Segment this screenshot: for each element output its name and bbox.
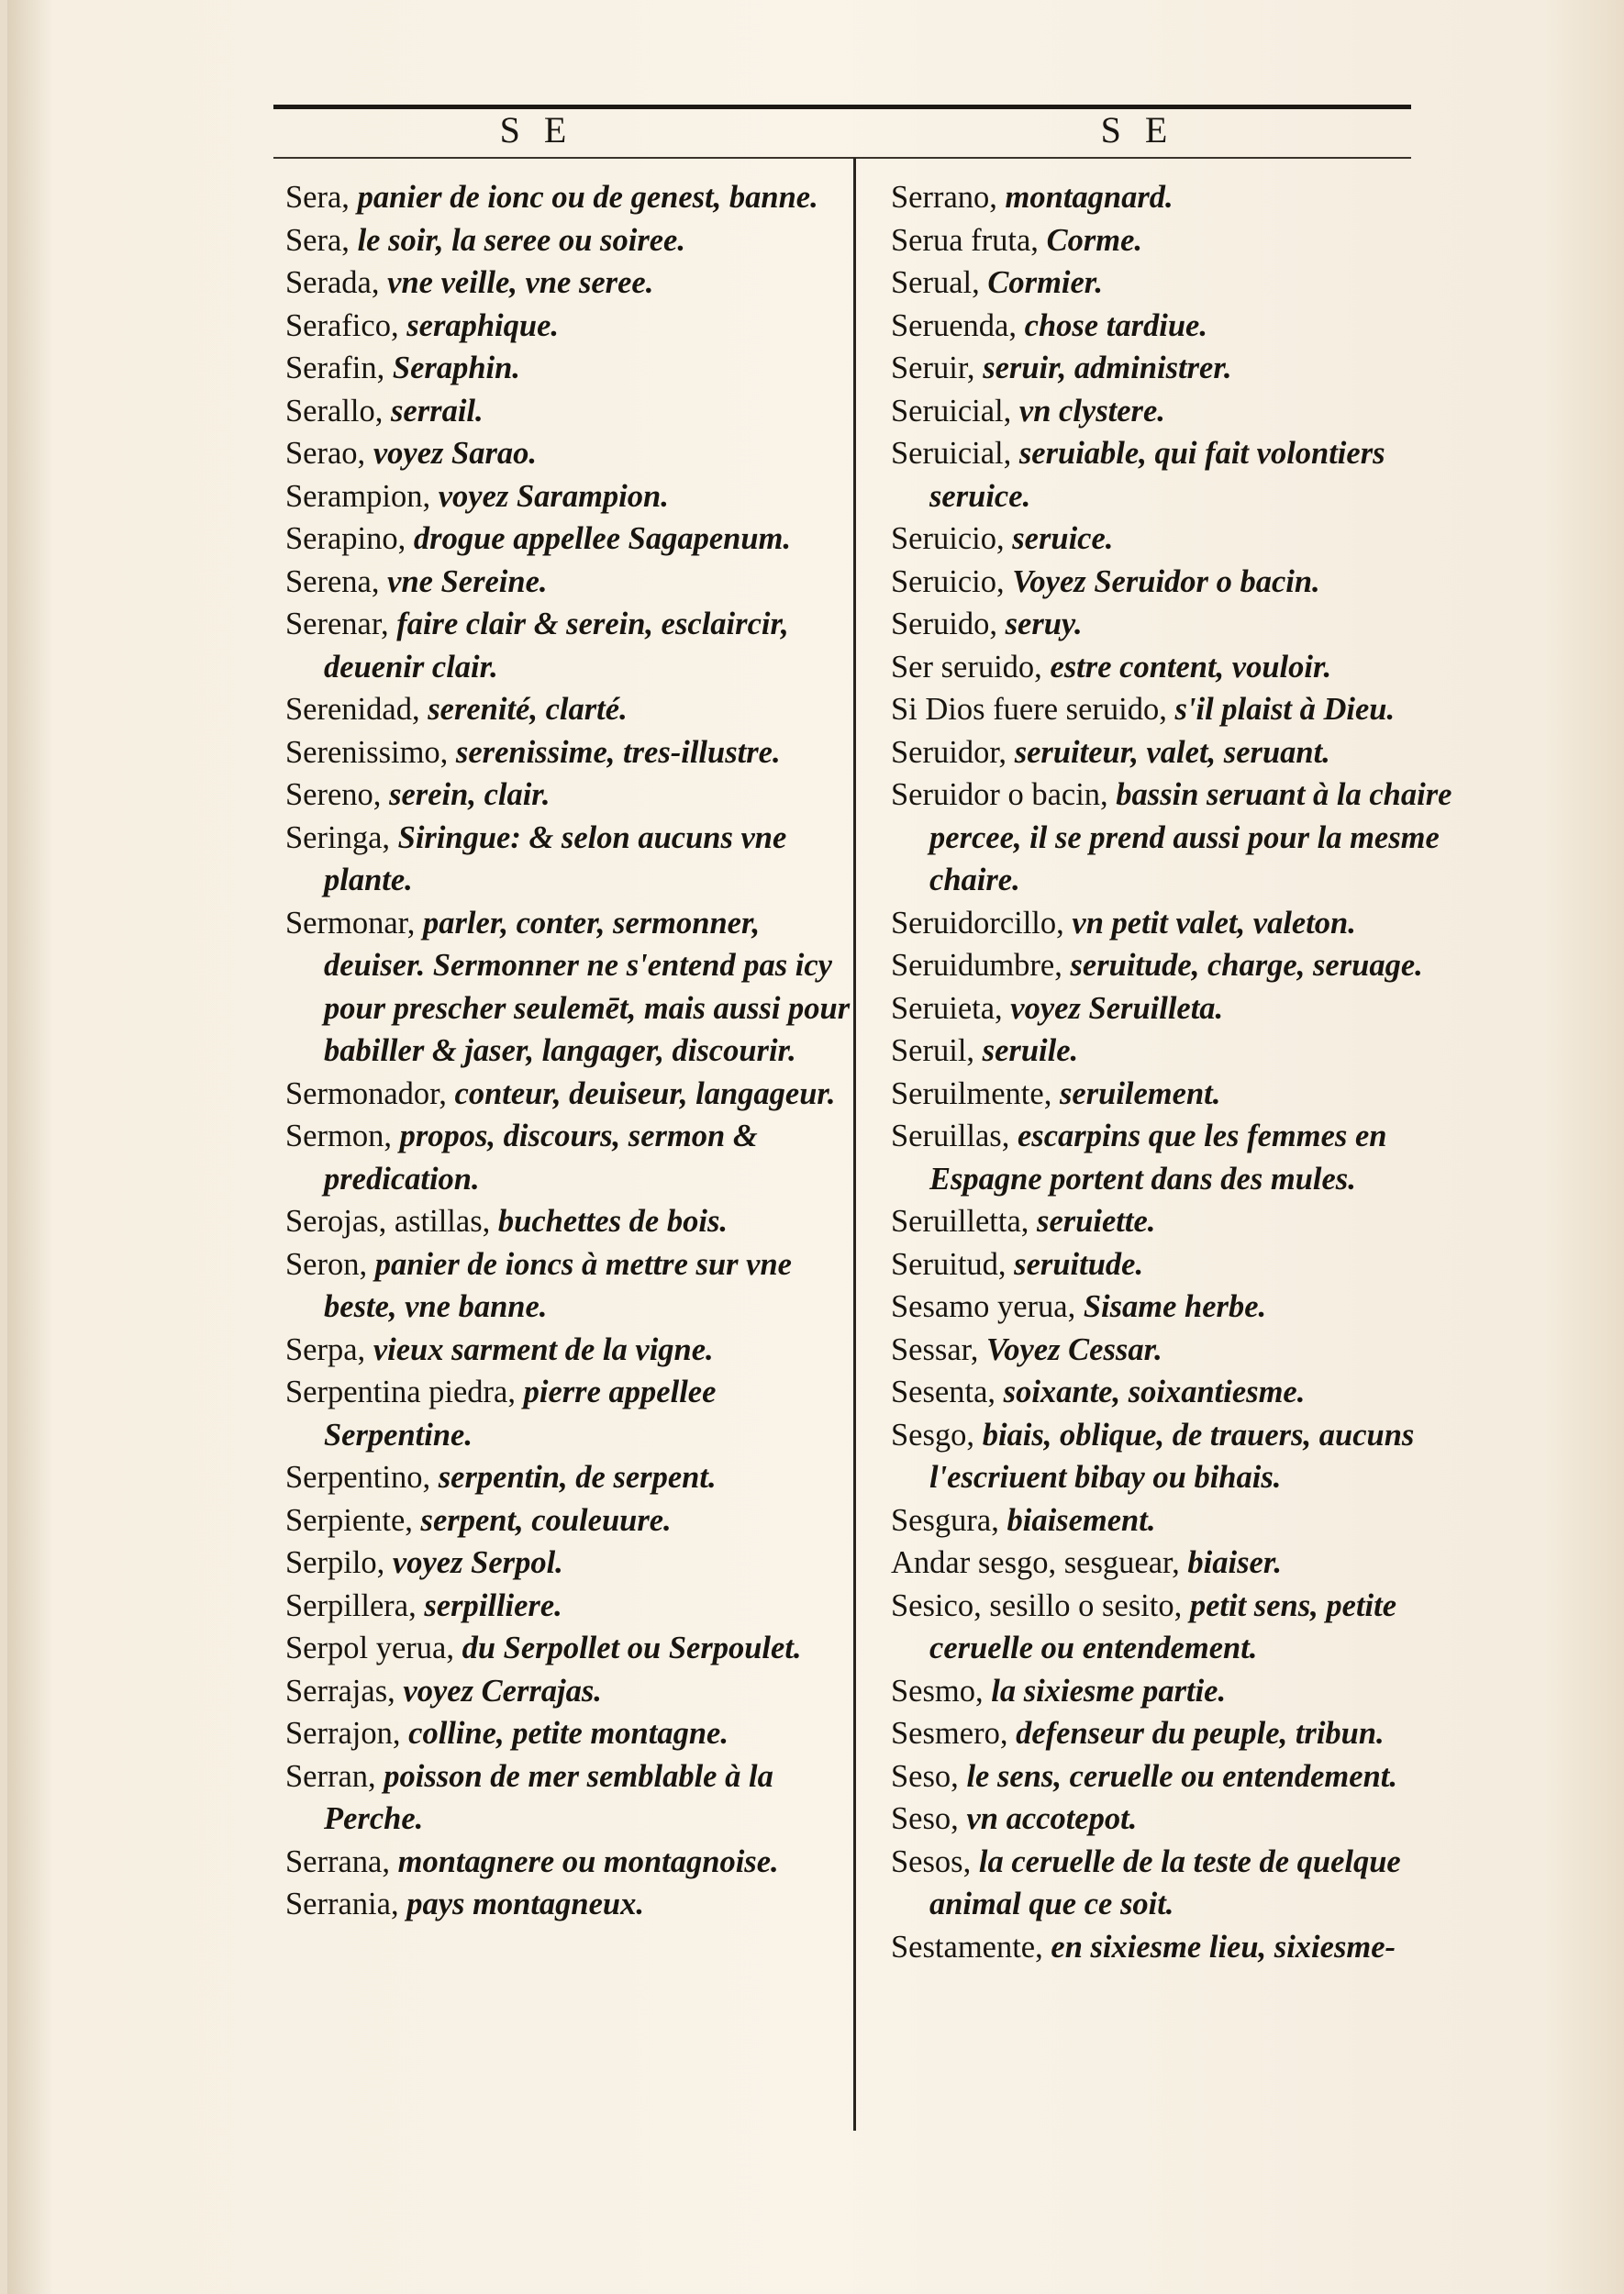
entry-definition: Sisame herbe.	[1083, 1289, 1267, 1324]
entry-definition: vieux sarment de la vigne.	[373, 1331, 714, 1367]
entry-headword: Serpiente,	[285, 1502, 421, 1538]
entry-headword: Seruidor o bacin,	[891, 777, 1117, 812]
entry-headword: Serrajon,	[285, 1716, 409, 1751]
dictionary-entry	[891, 1926, 1460, 1969]
entry-definition: s'il plaist à Dieu.	[1174, 692, 1396, 727]
entry-definition: seruile.	[982, 1033, 1079, 1068]
dictionary-entry	[285, 475, 854, 518]
entry-definition: serenissime, tres-illustre.	[455, 734, 781, 770]
entry-headword: Serapino,	[285, 521, 414, 556]
entry-headword: Serpentina piedra,	[285, 1375, 524, 1409]
dictionary-entry	[285, 1883, 854, 1926]
entry-headword: Serrania,	[285, 1887, 407, 1921]
dictionary-entry	[891, 1030, 1460, 1073]
entry-headword: Seruicio,	[891, 563, 1013, 599]
entry-headword: Sermonador,	[285, 1075, 455, 1111]
dictionary-entry	[891, 902, 1460, 945]
entry-definition: voyez Sarampion.	[438, 478, 669, 514]
entry-headword: Serrajas,	[285, 1673, 404, 1709]
dictionary-entry	[891, 1286, 1460, 1329]
dictionary-entry	[891, 1670, 1460, 1713]
entry-headword: Serpillera,	[285, 1587, 425, 1623]
dictionary-entry	[891, 1542, 1460, 1585]
dictionary-entry	[891, 731, 1460, 774]
entry-headword: Seruido,	[891, 607, 1006, 641]
entry-headword: Serpentino,	[285, 1460, 439, 1495]
dictionary-entry	[891, 987, 1460, 1030]
entry-headword: Seruillas,	[891, 1119, 1018, 1153]
entry-headword: Seruitud,	[891, 1246, 1015, 1282]
entry-definition: serpentin, de serpent.	[438, 1460, 717, 1495]
dictionary-entry	[891, 1755, 1460, 1798]
entry-headword: Sera,	[285, 222, 358, 258]
entry-headword: Serual,	[891, 265, 988, 300]
dictionary-entry	[891, 305, 1460, 348]
entry-definition: biaisement.	[1007, 1502, 1156, 1538]
dictionary-entry	[285, 1456, 854, 1499]
dictionary-entry	[891, 1200, 1460, 1243]
dictionary-entry	[285, 390, 854, 433]
subheader-rule	[273, 157, 1411, 159]
dictionary-entry	[285, 176, 854, 219]
dictionary-entry	[285, 1712, 854, 1755]
entry-definition: vne Sereine.	[387, 563, 548, 599]
entry-definition: voyez Seruilleta.	[1010, 990, 1224, 1026]
dictionary-entry	[891, 1329, 1460, 1372]
entry-definition: seruir, administrer.	[983, 351, 1232, 385]
dictionary-entry	[285, 518, 854, 561]
entry-definition: panier de ionc ou de genest, banne.	[357, 180, 818, 215]
dictionary-entry	[891, 518, 1460, 561]
entry-definition: buchettes de bois.	[497, 1204, 728, 1239]
entry-definition: vn petit valet, valeton.	[1072, 905, 1356, 941]
entry-definition: serpilliere.	[424, 1587, 562, 1623]
entry-headword: Seruidumbre,	[891, 948, 1071, 983]
entry-headword: Sermon,	[285, 1119, 400, 1153]
entry-headword: Serao,	[285, 436, 373, 471]
entry-definition: Siringue: & selon aucuns vne plante.	[324, 819, 787, 897]
dictionary-entry	[891, 561, 1460, 604]
entry-definition: le soir, la seree ou soiree.	[357, 222, 685, 258]
dictionary-entry	[285, 1200, 854, 1243]
entry-headword: Sesico, sesillo o sesito,	[891, 1587, 1190, 1623]
entry-headword: Seruilmente,	[891, 1075, 1060, 1111]
entry-definition: seruiette.	[1037, 1204, 1156, 1239]
dictionary-entry	[285, 432, 854, 475]
entry-definition: seruiable, qui fait volontiers seruice.	[929, 436, 1385, 514]
entry-definition: du Serpollet ou Serpoulet.	[462, 1631, 802, 1665]
entry-headword: Serrano,	[891, 180, 1006, 215]
entry-headword: Seruilletta,	[891, 1204, 1038, 1239]
entry-definition: estre content, vouloir.	[1050, 649, 1332, 685]
entry-headword: Seringa,	[285, 819, 398, 855]
entry-definition: vn accotepot.	[966, 1801, 1138, 1836]
entry-definition: serpent, couleuure.	[420, 1502, 672, 1538]
entry-definition: propos, discours, sermon & predication.	[324, 1119, 758, 1197]
entry-definition: conteur, deuiseur, langageur.	[454, 1075, 836, 1111]
entry-definition: vne veille, vne seree.	[387, 265, 654, 300]
entry-definition: soixante, soixantiesme.	[1003, 1375, 1306, 1409]
dictionary-entry	[285, 1841, 854, 1884]
entry-headword: Seruicial,	[891, 393, 1019, 429]
entry-definition: voyez Sarao.	[373, 436, 538, 471]
entry-headword: Serenissimo,	[285, 734, 456, 770]
dictionary-entry	[891, 774, 1460, 902]
entry-headword: Serpilo,	[285, 1545, 393, 1580]
entry-definition: panier de ioncs à mettre sur vne beste, vne banne.	[324, 1246, 792, 1324]
entry-headword: Serallo,	[285, 393, 391, 429]
dictionary-entry	[285, 1585, 854, 1628]
entry-definition: seruitude.	[1014, 1246, 1144, 1282]
entry-headword: Si Dios fuere seruido,	[891, 692, 1175, 727]
entry-headword: Serojas, astillas,	[285, 1204, 498, 1239]
dictionary-entry	[891, 603, 1460, 646]
dictionary-entry	[891, 390, 1460, 433]
entry-definition: serrail.	[390, 393, 484, 429]
entry-headword: Sesenta,	[891, 1375, 1004, 1409]
entry-definition: faire clair & serein, esclaircir, deuenir clair.	[324, 607, 789, 685]
dictionary-entry	[891, 347, 1460, 390]
dictionary-entry	[891, 1585, 1460, 1670]
entry-headword: Serada,	[285, 265, 388, 300]
dictionary-entry	[285, 731, 854, 774]
entry-definition: seruiteur, valet, seruant.	[1014, 734, 1330, 770]
entry-headword: Seruidorcillo,	[891, 905, 1073, 941]
dictionary-entry	[285, 1627, 854, 1670]
dictionary-entry	[285, 219, 854, 262]
entry-definition: Cormier.	[987, 265, 1103, 300]
entry-headword: Ser seruido,	[891, 649, 1051, 685]
dictionary-entry	[891, 1798, 1460, 1841]
dictionary-entry	[891, 262, 1460, 305]
entry-headword: Serena,	[285, 563, 388, 599]
dictionary-entry	[285, 1073, 854, 1116]
entry-headword: Sereno,	[285, 777, 390, 812]
entry-definition: seruilement.	[1059, 1075, 1221, 1111]
entry-definition: serenité, clarté.	[428, 692, 628, 727]
dictionary-entry	[891, 1841, 1460, 1926]
entry-headword: Seso,	[891, 1801, 967, 1836]
entry-definition: Seraphin.	[392, 351, 520, 385]
dictionary-entry	[285, 561, 854, 604]
entry-headword: Sesos,	[891, 1843, 979, 1879]
entry-definition: parler, conter, sermonner, deuiser. Sermonner ne s'entend pas icy pour prescher seulemēt, mais aussi pour babiller & jaser, langager, discourir.	[324, 905, 851, 1068]
dictionary-entry	[285, 262, 854, 305]
entry-headword: Seso,	[891, 1758, 967, 1794]
dictionary-entry	[891, 646, 1460, 689]
dictionary-entry	[285, 774, 854, 817]
running-head-right: S E	[1100, 109, 1175, 150]
entry-definition: bassin seruant à la chaire percee, il se prend aussi pour la mesme chaire.	[929, 777, 1452, 897]
running-head-left: S E	[499, 109, 574, 150]
entry-headword: Seruicial,	[891, 436, 1019, 471]
dictionary-entry	[285, 1329, 854, 1372]
entry-definition: Voyez Seruidor o bacin.	[1012, 563, 1320, 599]
entry-headword: Seruir,	[891, 351, 984, 385]
dictionary-entry	[891, 944, 1460, 987]
entry-definition: biaiser.	[1187, 1545, 1282, 1580]
entry-headword: Sesgura,	[891, 1502, 1007, 1538]
entry-definition: Voyez Cessar.	[986, 1331, 1162, 1367]
entry-headword: Sesamo yerua,	[891, 1289, 1084, 1324]
dictionary-entry	[891, 1712, 1460, 1755]
entry-definition: serein, clair.	[389, 777, 551, 812]
entry-definition: pierre appellee Serpentine.	[324, 1375, 717, 1453]
entry-definition: voyez Serpol.	[392, 1545, 563, 1580]
entry-headword: Andar sesgo, sesguear,	[891, 1545, 1188, 1580]
entry-headword: Sessar,	[891, 1331, 987, 1367]
entry-headword: Sesmo,	[891, 1673, 992, 1709]
dictionary-entry	[285, 1542, 854, 1585]
entry-headword: Serampion,	[285, 478, 439, 514]
dictionary-entry	[285, 1243, 854, 1329]
entry-definition: poisson de mer semblable à la Perche.	[324, 1758, 773, 1836]
entry-definition: en sixiesme lieu, sixiesme-	[1051, 1929, 1396, 1965]
entry-definition: montagnard.	[1005, 180, 1174, 215]
entry-definition: drogue appellee Sagapenum.	[413, 521, 792, 556]
right-column	[891, 176, 1460, 1968]
dictionary-entry	[285, 347, 854, 390]
entry-headword: Sesgo,	[891, 1417, 983, 1453]
header-rule	[273, 105, 1411, 109]
entry-headword: Serenidad,	[285, 692, 428, 727]
dictionary-entry	[285, 305, 854, 348]
entry-definition: Corme.	[1046, 222, 1143, 258]
entry-headword: Sesmero,	[891, 1716, 1017, 1751]
dictionary-entry	[891, 1414, 1460, 1499]
entry-headword: Serpa,	[285, 1331, 373, 1367]
entry-definition: seraphique.	[406, 307, 560, 343]
entry-headword: Serrana,	[285, 1843, 398, 1879]
entry-definition: defenseur du peuple, tribun.	[1016, 1716, 1385, 1751]
entry-headword: Seron,	[285, 1246, 375, 1282]
dictionary-entry	[891, 219, 1460, 262]
dictionary-entry	[285, 1755, 854, 1841]
dictionary-entry	[285, 902, 854, 1073]
entry-definition: biais, oblique, de trauers, aucuns l'escriuent bibay ou bihais.	[929, 1417, 1415, 1495]
dictionary-entry	[891, 176, 1460, 219]
entry-definition: la sixiesme partie.	[991, 1673, 1227, 1709]
dictionary-entry	[285, 817, 854, 902]
entry-headword: Seruidor,	[891, 734, 1015, 770]
entry-definition: vn clystere.	[1018, 393, 1165, 429]
entry-headword: Sera,	[285, 180, 358, 215]
dictionary-entry	[285, 1371, 854, 1456]
entry-headword: Serenar,	[285, 607, 397, 641]
entry-headword: Seruieta,	[891, 990, 1011, 1026]
dictionary-entry	[891, 432, 1460, 518]
entry-headword: Serpol yerua,	[285, 1631, 462, 1665]
entry-definition: pays montagneux.	[406, 1887, 644, 1921]
entry-definition: colline, petite montagne.	[408, 1716, 729, 1751]
dictionary-entry	[891, 688, 1460, 731]
entry-definition: montagnere ou montagnoise.	[397, 1843, 779, 1879]
dictionary-entry	[285, 1499, 854, 1542]
left-column	[285, 176, 854, 1926]
dictionary-entry	[891, 1115, 1460, 1200]
dictionary-entry	[285, 1670, 854, 1713]
entry-headword: Serafico,	[285, 307, 407, 343]
dictionary-entry	[891, 1073, 1460, 1116]
entry-headword: Sestamente,	[891, 1929, 1051, 1965]
entry-headword: Serafin,	[285, 351, 393, 385]
dictionary-entry	[891, 1371, 1460, 1414]
entry-definition: le sens, ceruelle ou entendement.	[966, 1758, 1397, 1794]
entry-definition: voyez Cerrajas.	[403, 1673, 602, 1709]
entry-headword: Serran,	[285, 1758, 384, 1794]
entry-definition: escarpins que les femmes en Espagne portent dans des mules.	[929, 1119, 1387, 1197]
entry-headword: Seruil,	[891, 1033, 983, 1068]
entry-definition: petit sens, petite ceruelle ou entendement.	[929, 1587, 1397, 1665]
entry-headword: Serua fruta,	[891, 222, 1047, 258]
dictionary-entry	[891, 1499, 1460, 1542]
dictionary-entry	[285, 1115, 854, 1200]
entry-definition: seruy.	[1005, 607, 1083, 641]
entry-definition: la ceruelle de la teste de quelque animal que ce soit.	[929, 1843, 1401, 1921]
entry-headword: Seruicio,	[891, 521, 1013, 556]
dictionary-entry	[285, 603, 854, 688]
entry-definition: seruitude, charge, seruage.	[1070, 948, 1423, 983]
dictionary-entry	[285, 688, 854, 731]
entry-definition: seruice.	[1012, 521, 1114, 556]
entry-headword: Sermonar,	[285, 905, 423, 941]
dictionary-entry	[891, 1243, 1460, 1286]
entry-definition: chose tardiue.	[1024, 307, 1207, 343]
entry-headword: Seruenda,	[891, 307, 1025, 343]
